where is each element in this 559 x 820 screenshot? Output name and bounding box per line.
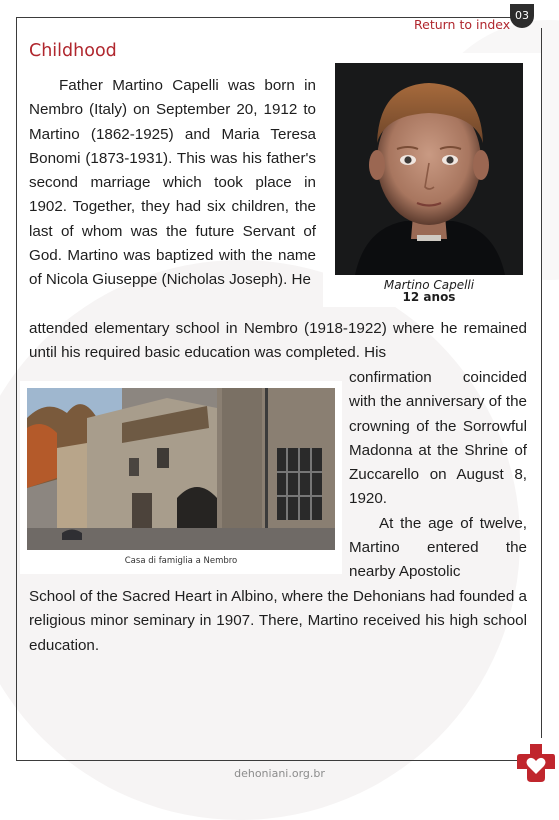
portrait-card — [323, 53, 541, 307]
paragraph-confirmation: confirmation coincided with the anniversary of the crowning of the Sorrowful Madonna at the Shrine of Zuccarello on August 8, 1920. — [349, 369, 527, 508]
house-photo-caption: Casa di famiglia a Nembro — [124, 556, 238, 566]
portrait-photo — [335, 63, 523, 275]
dehonian-heart-cross-logo-icon — [515, 742, 557, 784]
frame-line-left — [16, 17, 17, 761]
side-column — [349, 366, 527, 585]
return-to-index-link[interactable]: Return to index — [414, 17, 511, 32]
house-image — [27, 388, 335, 550]
section-title: Childhood — [29, 40, 117, 61]
paragraph-birth: Father Martino Capelli was born in Nembro (Italy) on September 20, 1912 to Martino (1862-1925) and Maria Teresa Bonomi (1873-1931). This was his father's second marriage which took place in 1902. Together, they had six children, the last of whom was the future Servant of God. Martino was baptized with the name of Nicola Giuseppe (Nicholas Joseph). He — [29, 77, 316, 289]
portrait-caption-age: 12 anos — [402, 290, 456, 304]
paragraph-seminary: School of the Sacred Heart in Albino, where the Dehonians had founded a religious minor seminary in 1907. There, Martino received his high school education. — [29, 588, 527, 654]
frame-line-bottom — [16, 760, 521, 761]
portrait-image — [335, 63, 523, 275]
paragraph-age-twelve: At the age of twelve, Martino entered the nearby Apostolic — [349, 514, 527, 581]
paragraph-school: attended elementary school in Nembro (1918-1922) where he remained until his required basic education was completed. His — [29, 320, 527, 362]
house-photo — [27, 388, 335, 550]
house-photo-card — [20, 381, 342, 574]
portrait-caption-name: Martino Capelli — [383, 278, 475, 292]
frame-line-right — [541, 28, 542, 738]
page-number-badge: 03 — [510, 4, 534, 28]
footer-site[interactable]: dehoniani.org.br — [234, 767, 325, 780]
